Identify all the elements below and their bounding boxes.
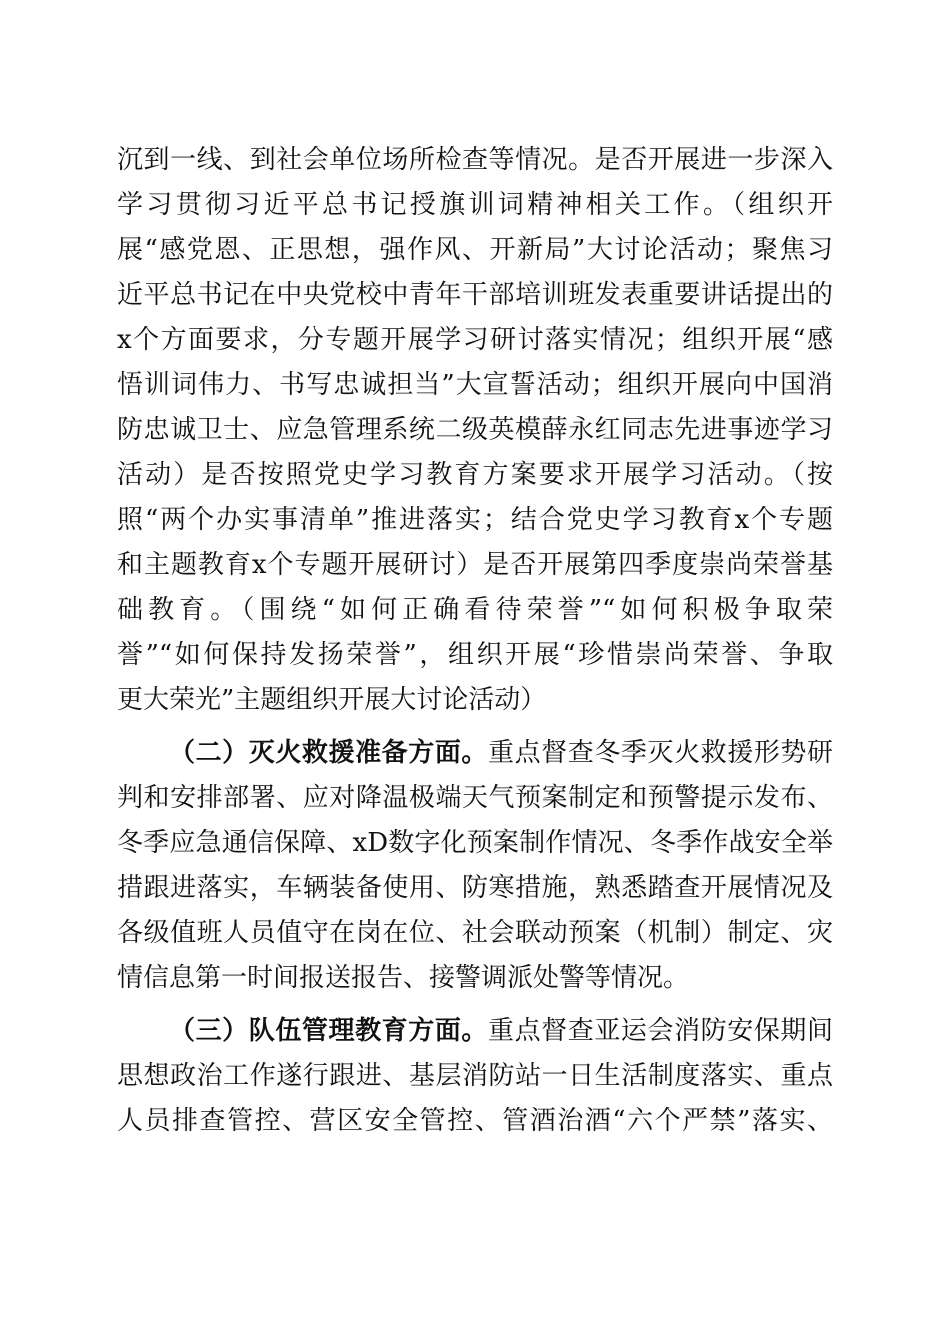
text-line: 近平总书记在中央党校中青年干部培训班发表重要讲话提出的 bbox=[117, 280, 833, 310]
paragraph-3 bbox=[117, 1009, 833, 1144]
paragraph-2 bbox=[117, 731, 833, 1001]
text-line: 思想政治工作遂行跟进、基层消防站一日生活制度落实、重点 bbox=[117, 1061, 833, 1091]
text-run: 重点督查亚运会消防安保期间 bbox=[488, 1016, 833, 1046]
section-heading: （二）灭火救援准备方面。 bbox=[169, 738, 488, 768]
text-line: 各级值班人员值守在岗在位、社会联动预案（机制）制定、灾 bbox=[117, 918, 833, 948]
section-heading: （三）队伍管理教育方面。 bbox=[169, 1016, 488, 1046]
text-line: 和主题教育x个专题开展研讨）是否开展第四季度崇尚荣誉基 bbox=[117, 550, 833, 580]
text-line: 人员排查管控、营区安全管控、管酒治酒“六个严禁”落实、 bbox=[117, 1106, 833, 1136]
text-line: 照“两个办实事清单”推进落实；结合党史学习教育x个专题 bbox=[117, 505, 833, 535]
text-line: x个方面要求，分专题开展学习研讨落实情况；组织开展“感 bbox=[117, 325, 833, 355]
paragraph-first-line bbox=[117, 731, 833, 776]
text-line: 展“感党恩、正思想，强作风、开新局”大讨论活动；聚焦习 bbox=[117, 235, 833, 265]
text-line: 情信息第一时间报送报告、接警调派处警等情况。 bbox=[117, 963, 690, 993]
text-line: 悟训词伟力、书写忠诚担当”大宣誓活动；组织开展向中国消 bbox=[117, 370, 833, 400]
text-line: 防忠诚卫士、应急管理系统二级英模薛永红同志先进事迹学习 bbox=[117, 415, 833, 445]
document-page bbox=[117, 138, 833, 1144]
text-line: 誉”“如何保持发扬荣誉”，组织开展“珍惜崇尚荣誉、争取 bbox=[117, 640, 833, 670]
text-run: 重点督查冬季灭火救援形势研 bbox=[488, 738, 833, 768]
paragraph-first-line bbox=[117, 1009, 833, 1054]
text-line: 冬季应急通信保障、xD数字化预案制作情况、冬季作战安全举 bbox=[117, 828, 833, 858]
text-line: 学习贯彻习近平总书记授旗训词精神相关工作。（组织开 bbox=[117, 190, 833, 220]
text-line: 更大荣光”主题组织开展大讨论活动） bbox=[117, 685, 547, 715]
text-line: 判和安排部署、应对降温极端天气预案制定和预警提示发布、 bbox=[117, 783, 833, 813]
text-line: 措跟进落实，车辆装备使用、防寒措施，熟悉踏查开展情况及 bbox=[117, 873, 833, 903]
text-line: 础教育。（围绕“如何正确看待荣誉”“如何积极争取荣 bbox=[117, 595, 833, 625]
text-line: 沉到一线、到社会单位场所检查等情况。是否开展进一步深入 bbox=[117, 145, 833, 175]
text-line: 活动）是否按照党史学习教育方案要求开展学习活动。（按 bbox=[117, 460, 833, 490]
paragraph-1 bbox=[117, 138, 833, 723]
